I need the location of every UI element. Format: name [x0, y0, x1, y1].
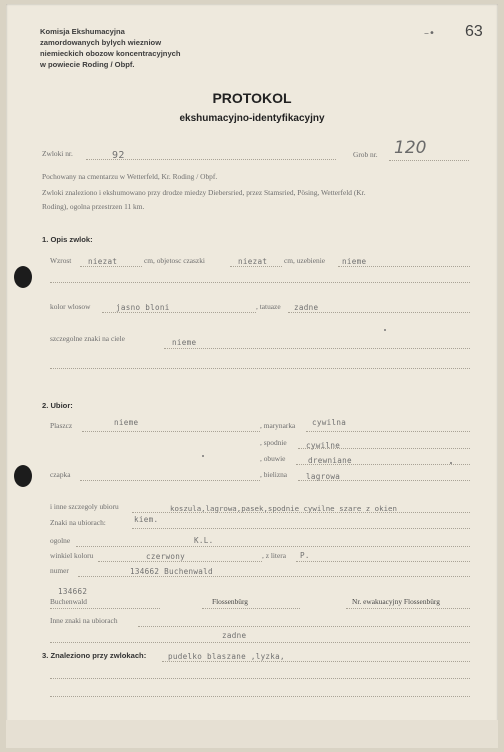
inne-szczegoly-label: i inne szczegoly ubioru [50, 502, 119, 511]
page-title: PROTOKOL [212, 90, 292, 106]
flossenburg-label: Flossenbürg [212, 597, 249, 606]
page-bottom-band [6, 720, 498, 748]
tatuaze-label: , tatuaze [256, 302, 281, 311]
litera-value: P. [300, 551, 310, 560]
znaki-ciele-value: nieme [172, 338, 197, 347]
ogolne-value: K.L. [194, 536, 214, 545]
punch-hole [14, 266, 32, 288]
document-page [6, 4, 498, 748]
bielizna-value: lagrowa [306, 472, 341, 481]
section-1-heading: 1. Opis zwlok: [42, 235, 93, 244]
ogolne-label: ogolne [50, 536, 71, 545]
numer-value: 134662 Buchenwald [130, 567, 213, 576]
org-line: zamordowanych bylych wiezniow [40, 38, 162, 47]
znaki-ciele-label: szczegolne znaki na ciele [50, 334, 125, 343]
uzebienie-value: nieme [342, 257, 367, 266]
wzrost-value: niezat [88, 257, 118, 266]
wzrost-label: Wzrost [50, 256, 72, 265]
buchenwald-label: Buchenwald [50, 597, 87, 606]
bielizna-label: , bielizna [260, 470, 288, 479]
obuwie-label: , obuwie [260, 454, 286, 463]
buchenwald-number: 134662 [58, 587, 88, 596]
commission-header [40, 26, 181, 70]
page-subtitle: ekshumacyjno-identyfikacyjny [179, 113, 325, 124]
czaszka-value: niezat [238, 257, 268, 266]
org-line: w powiecie Roding / Obpf. [40, 60, 135, 69]
znaki-ubiorach-label: Znaki na ubiorach: [50, 518, 106, 527]
zwloki-label: Zwloki nr. [42, 149, 73, 158]
page-number: 63 [465, 23, 483, 40]
plaszcz-value: nieme [114, 418, 139, 427]
nr-ewakuacyjny-label: Nr. ewakuacyjny Flossenbürg [352, 597, 440, 606]
pochowany-text: Pochowany na cmentarzu w Wetterfeld, Kr. Roding / Obpf. [42, 172, 218, 181]
numer-label: numer [50, 566, 69, 575]
inne-znaki-value: zadne [222, 631, 247, 640]
obuwie-value: drewniane [308, 456, 352, 465]
cm-uzebienie-label: cm, uzebienie [284, 256, 326, 265]
znaki-ubiorach-value: kiem. [134, 515, 159, 524]
marynarka-value: cywilna [312, 418, 347, 427]
litera-label: , z litera [262, 551, 287, 560]
tatuaze-value: zadne [294, 303, 319, 312]
spodnie-value: cywilne [306, 441, 341, 450]
grob-value: 120 [394, 138, 427, 158]
spodnie-label: , spodnie [260, 438, 287, 447]
marynarka-label: , marynarka [260, 421, 296, 430]
znaleziono-text: Zwloki znaleziono i ekshumowano przy drodze miedzy Diebersried, przez Stamsried, Pösing, Wetterfeld (Kr. [42, 188, 366, 197]
org-line: niemieckich obozow koncentracyjnych [40, 49, 181, 58]
inne-znaki-label: Inne znaki na ubiorach [50, 616, 118, 625]
czapka-label: czapka [50, 470, 71, 479]
kolor-value: jasno bloni [116, 303, 170, 312]
org-line: Komisja Ekshumacyjna [40, 27, 125, 36]
inne-szczegoly-value: koszula,lagrowa,pasek,spodnie cywilne szare z okien [170, 504, 397, 513]
zwloki-value: 92 [112, 150, 125, 161]
winkiel-value: czerwony [146, 552, 185, 561]
punch-hole [14, 465, 32, 487]
cm-objetosc-label: cm, objetosc czaszki [144, 256, 205, 265]
znaleziono-text: Roding), ogolna przestrzen 11 km. [42, 202, 145, 211]
section-3-heading: 3. Znaleziono przy zwlokach: [42, 651, 147, 660]
grob-label: Grob nr. [353, 150, 378, 159]
section-3-value: pudelko blaszane ,lyzka, [168, 652, 285, 661]
winkiel-label: winkiel koloru [50, 551, 94, 560]
section-2-heading: 2. Ubior: [42, 401, 73, 410]
plaszcz-label: Plaszcz [50, 421, 73, 430]
kolor-label: kolor wlosow [50, 302, 91, 311]
corner-handwritten-mark: –• [424, 28, 435, 39]
